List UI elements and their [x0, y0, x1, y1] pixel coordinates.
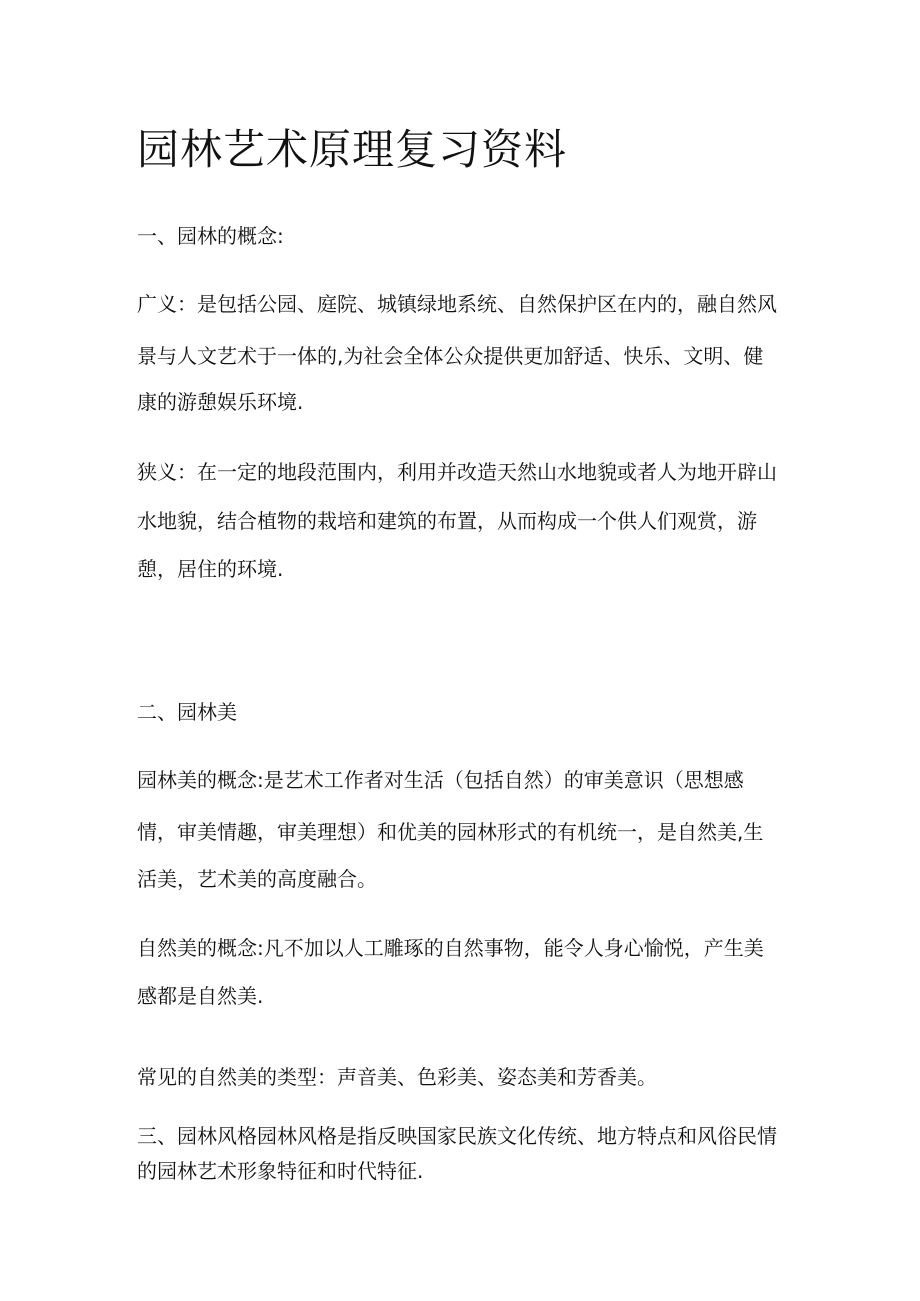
paragraph-line: 广义：是包括公园、庭院、城镇绿地系统、自然保护区在内的，融自然风 — [137, 292, 777, 316]
paragraph-line: 活美，艺术美的高度融合。 — [137, 867, 377, 891]
document-title: 园林艺术原理复习资料 — [137, 125, 568, 174]
paragraph-line: 自然美的概念:凡不加以人工雕琢的自然事物，能令人身心愉悦，产生美 — [137, 936, 764, 960]
paragraph-line: 狭义：在一定的地段范围内，利用并改造天然山水地貌或者人为地开辟山 — [137, 460, 777, 484]
section-heading-garden-concept: 一、园林的概念: — [137, 224, 284, 248]
paragraph-line: 三、园林风格园林风格是指反映国家民族文化传统、地方特点和风俗民情 — [137, 1124, 777, 1148]
paragraph-line: 景与人文艺术于一体的,为社会全体公众提供更加舒适、快乐、文明、健 — [137, 344, 764, 368]
paragraph-line: 园林美的概念:是艺术工作者对生活（包括自然）的审美意识（思想感 — [137, 768, 744, 792]
section-heading-garden-beauty: 二、园林美 — [137, 700, 237, 724]
paragraph-line: 康的游憩娱乐环境. — [137, 390, 304, 414]
paragraph-line: 感都是自然美. — [137, 984, 264, 1008]
paragraph-line: 的园林艺术形象特征和时代特征. — [137, 1159, 424, 1183]
paragraph-line: 情，审美情趣，审美理想）和优美的园林形式的有机统一，是自然美,生 — [137, 820, 764, 844]
paragraph-line: 水地貌，结合植物的栽培和建筑的布置，从而构成一个供人们观赏，游 — [137, 509, 757, 533]
paragraph-line: 憩，居住的环境. — [137, 557, 284, 581]
paragraph-natural-beauty-types: 常见的自然美的类型：声音美、色彩美、姿态美和芳香美。 — [137, 1065, 657, 1089]
